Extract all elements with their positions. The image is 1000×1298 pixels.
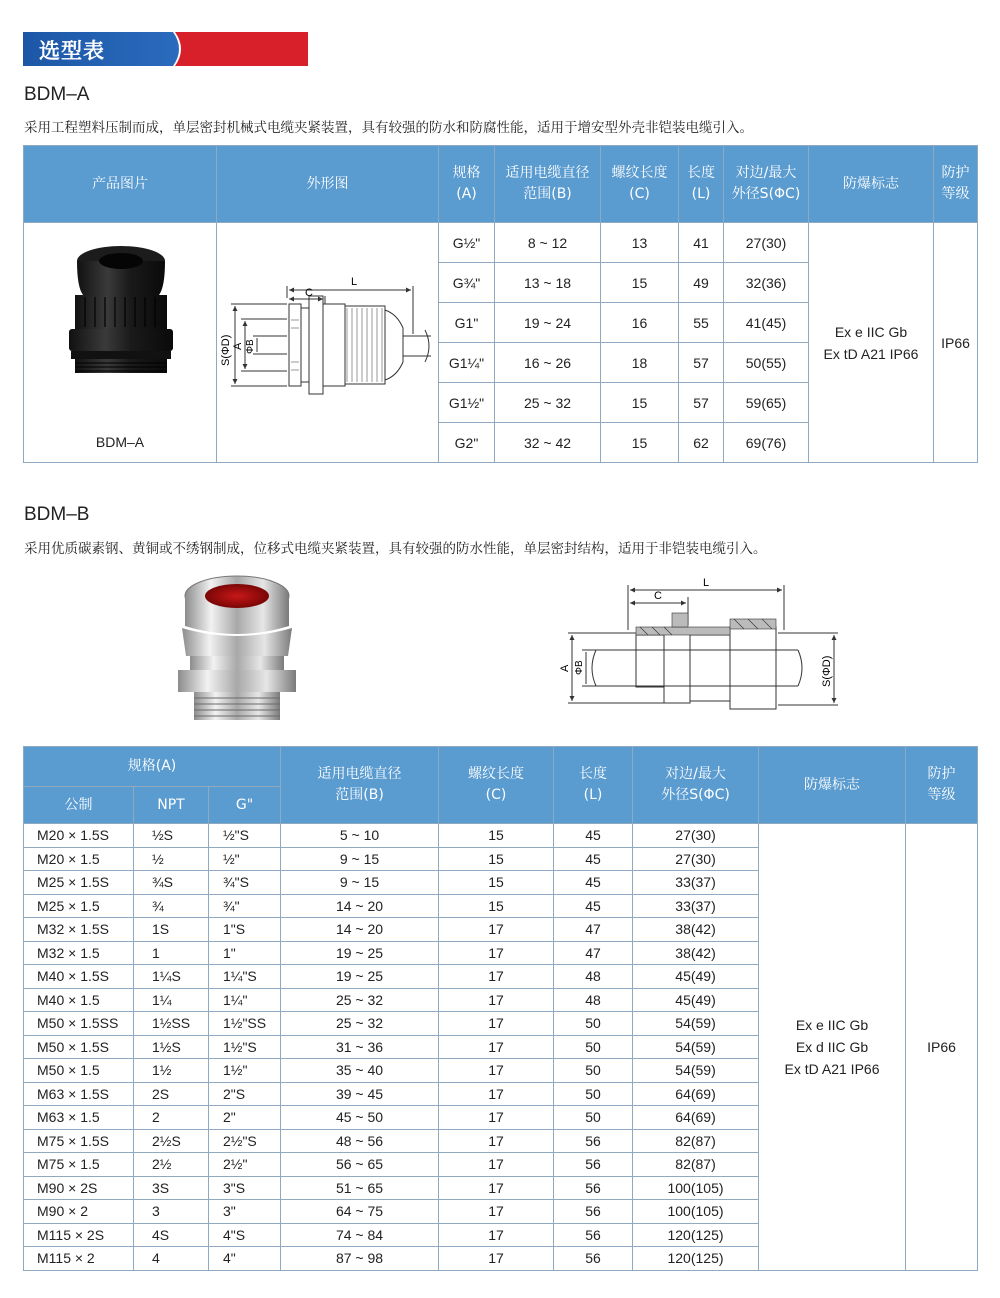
dim-label-c-b: C	[654, 590, 662, 602]
across-cell: 45(49)	[633, 988, 759, 1012]
header-protection-b: 防护 等级	[906, 747, 978, 824]
header-npt: NPT	[134, 787, 209, 824]
npt-cell: 3S	[134, 1176, 209, 1200]
header-cable: 适用电缆直径 范围(B)	[495, 146, 601, 223]
table-row: G1" 19 ~ 24 16 55 41(45)	[24, 303, 978, 343]
npt-cell: 2	[134, 1106, 209, 1130]
g-cell: 1"	[209, 941, 281, 965]
metric-cell: M63 × 1.5	[24, 1106, 134, 1130]
cable-cell: 48 ~ 56	[281, 1129, 439, 1153]
thread-cell: 17	[439, 1035, 554, 1059]
metric-cell: M20 × 1.5S	[24, 824, 134, 848]
npt-cell: ¾S	[134, 871, 209, 895]
thread-cell: 17	[439, 1012, 554, 1036]
length-cell: 56	[554, 1247, 633, 1271]
thread-cell: 17	[439, 1082, 554, 1106]
outline-drawing-a	[217, 224, 439, 462]
header-marking: 防爆标志	[809, 146, 934, 223]
header-across: 对边/最大 外径S(ΦC)	[724, 146, 809, 223]
npt-cell: 1	[134, 941, 209, 965]
g-cell: 3"S	[209, 1176, 281, 1200]
metric-cell: M25 × 1.5	[24, 894, 134, 918]
dim-label-c: C	[305, 286, 313, 299]
metric-cell: M115 × 2S	[24, 1223, 134, 1247]
table-row: G1¼" 16 ~ 26 18 57 50(55)	[24, 343, 978, 383]
across-cell: 45(49)	[633, 965, 759, 989]
length-cell: 56	[554, 1153, 633, 1177]
across-cell: 82(87)	[633, 1153, 759, 1177]
header-g: G"	[209, 787, 281, 824]
thread-cell: 17	[439, 1153, 554, 1177]
table-row: G1½" 25 ~ 32 15 57 59(65)	[24, 383, 978, 423]
thread-cell: 17	[439, 965, 554, 989]
across-cell: 54(59)	[633, 1035, 759, 1059]
g-cell: 2½"S	[209, 1129, 281, 1153]
g-cell: 4"S	[209, 1223, 281, 1247]
across-cell: 120(125)	[633, 1247, 759, 1271]
marking-cell: Ex e IIC Gb Ex tD A21 IP66	[809, 223, 934, 463]
cable-cell: 45 ~ 50	[281, 1106, 439, 1130]
metric-cell: M50 × 1.5SS	[24, 1012, 134, 1036]
thread-cell: 17	[439, 1200, 554, 1224]
across-cell: 38(42)	[633, 941, 759, 965]
cable-cell: 9 ~ 15	[281, 847, 439, 871]
thread-cell: 15	[439, 847, 554, 871]
g-cell: 1¼"S	[209, 965, 281, 989]
g-cell: 2"S	[209, 1082, 281, 1106]
model-title-a: BDM–A	[24, 84, 90, 105]
metric-cell: M75 × 1.5S	[24, 1129, 134, 1153]
npt-cell: ½	[134, 847, 209, 871]
header-metric: 公制	[24, 787, 134, 824]
length-cell: 45	[554, 871, 633, 895]
npt-cell: 1½SS	[134, 1012, 209, 1036]
length-cell: 56	[554, 1129, 633, 1153]
product-photo-bdm-b	[172, 568, 302, 728]
header-length: 长度 (L)	[679, 146, 724, 223]
cable-cell: 39 ~ 45	[281, 1082, 439, 1106]
header-protection: 防护 等级	[934, 146, 978, 223]
thread-cell: 17	[439, 1176, 554, 1200]
thread-cell: 17	[439, 988, 554, 1012]
metric-cell: M40 × 1.5	[24, 988, 134, 1012]
metric-cell: M115 × 2	[24, 1247, 134, 1271]
cable-cell: 74 ~ 84	[281, 1223, 439, 1247]
g-cell: 2½"	[209, 1153, 281, 1177]
table-row	[24, 223, 978, 263]
length-cell: 50	[554, 1059, 633, 1083]
table-row: G¾" 13 ~ 18 15 49 32(36)	[24, 263, 978, 303]
header-across-b: 对边/最大 外径S(ΦC)	[633, 747, 759, 824]
g-cell: 4"	[209, 1247, 281, 1271]
metric-cell: M90 × 2	[24, 1200, 134, 1224]
product-photo-cell	[24, 223, 217, 463]
metric-cell: M75 × 1.5	[24, 1153, 134, 1177]
metric-cell: M50 × 1.5S	[24, 1035, 134, 1059]
g-cell: ¾"	[209, 894, 281, 918]
length-cell: 47	[554, 918, 633, 942]
cable-cell: 9 ~ 15	[281, 871, 439, 895]
npt-cell: ¾	[134, 894, 209, 918]
dim-label-s: S(ΦD)	[220, 334, 232, 366]
npt-cell: 1½S	[134, 1035, 209, 1059]
length-cell: 56	[554, 1200, 633, 1224]
g-cell: 2"	[209, 1106, 281, 1130]
cable-cell: 51 ~ 65	[281, 1176, 439, 1200]
dim-label-a-b: A	[559, 664, 571, 672]
across-cell: 64(69)	[633, 1106, 759, 1130]
header-marking-b: 防爆标志	[759, 747, 906, 824]
g-cell: ½"	[209, 847, 281, 871]
cable-cell: 5 ~ 10	[281, 824, 439, 848]
npt-cell: 1¼S	[134, 965, 209, 989]
length-cell: 47	[554, 941, 633, 965]
description-b: 采用优质碳素钢、黄铜或不绣钢制成，位移式电缆夹紧装置，具有较强的防水性能，单层密封结构，适用于非铠装电缆引入。	[24, 541, 767, 557]
length-cell: 56	[554, 1176, 633, 1200]
thread-cell: 15	[439, 894, 554, 918]
cable-cell: 64 ~ 75	[281, 1200, 439, 1224]
header-thread-b: 螺纹长度 (C)	[439, 747, 554, 824]
cable-cell: 25 ~ 32	[281, 988, 439, 1012]
length-cell: 45	[554, 824, 633, 848]
g-cell: 3"	[209, 1200, 281, 1224]
across-cell: 33(37)	[633, 871, 759, 895]
across-cell: 100(105)	[633, 1176, 759, 1200]
metric-cell: M40 × 1.5S	[24, 965, 134, 989]
cable-cell: 35 ~ 40	[281, 1059, 439, 1083]
g-cell: 1½"	[209, 1059, 281, 1083]
spec-table-b	[23, 746, 978, 1271]
cable-cell: 14 ~ 20	[281, 894, 439, 918]
table-row: G2" 32 ~ 42 15 62 69(76)	[24, 423, 978, 463]
spec-table-a	[23, 145, 978, 463]
across-cell: 33(37)	[633, 894, 759, 918]
npt-cell: ½S	[134, 824, 209, 848]
cable-cell: 19 ~ 25	[281, 965, 439, 989]
length-cell: 45	[554, 894, 633, 918]
cable-cell: 56 ~ 65	[281, 1153, 439, 1177]
g-cell: ½"S	[209, 824, 281, 848]
metric-cell: M50 × 1.5	[24, 1059, 134, 1083]
npt-cell: 2½S	[134, 1129, 209, 1153]
cable-cell: 19 ~ 25	[281, 941, 439, 965]
dim-label-b: ΦB	[245, 338, 256, 354]
metric-cell: M25 × 1.5S	[24, 871, 134, 895]
length-cell: 50	[554, 1106, 633, 1130]
header-thread: 螺纹长度 (C)	[601, 146, 679, 223]
product-photo-bdm-a	[61, 239, 181, 389]
across-cell: 38(42)	[633, 918, 759, 942]
npt-cell: 4S	[134, 1223, 209, 1247]
header-spec: 规格 (A)	[439, 146, 495, 223]
dim-label-l: L	[351, 275, 358, 288]
thread-cell: 17	[439, 918, 554, 942]
header-spec-b: 规格(A)	[24, 747, 281, 787]
metric-cell: M32 × 1.5S	[24, 918, 134, 942]
drawing-cell	[217, 223, 439, 463]
metric-cell: M63 × 1.5S	[24, 1082, 134, 1106]
length-cell: 48	[554, 988, 633, 1012]
across-cell: 54(59)	[633, 1012, 759, 1036]
metric-cell: M20 × 1.5	[24, 847, 134, 871]
npt-cell: 2S	[134, 1082, 209, 1106]
g-cell: ¾"S	[209, 871, 281, 895]
thread-cell: 17	[439, 1129, 554, 1153]
cable-cell: 14 ~ 20	[281, 918, 439, 942]
npt-cell: 3	[134, 1200, 209, 1224]
table-row	[24, 824, 978, 848]
marking-cell-b: Ex e IIC Gb Ex d IIC Gb Ex tD A21 IP66	[759, 824, 906, 1271]
g-cell: 1¼"	[209, 988, 281, 1012]
cable-cell: 8 ~ 12	[495, 223, 601, 263]
banner-title: 选型表	[39, 39, 105, 63]
length-cell: 50	[554, 1035, 633, 1059]
thread-cell: 17	[439, 1223, 554, 1247]
dim-label-s-b: S(ΦD)	[821, 655, 833, 687]
g-cell: 1½"S	[209, 1035, 281, 1059]
length-cell: 41	[679, 223, 724, 263]
header-photo: 产品图片	[24, 146, 217, 223]
thread-cell: 15	[439, 824, 554, 848]
length-cell: 56	[554, 1223, 633, 1247]
dim-label-l-b: L	[703, 577, 710, 589]
cable-cell: 87 ~ 98	[281, 1247, 439, 1271]
spec-cell: G½"	[439, 223, 495, 263]
across-cell: 27(30)	[633, 824, 759, 848]
npt-cell: 1S	[134, 918, 209, 942]
thread-cell: 17	[439, 941, 554, 965]
across-cell: 27(30)	[724, 223, 809, 263]
across-cell: 27(30)	[633, 847, 759, 871]
cable-cell: 25 ~ 32	[281, 1012, 439, 1036]
across-cell: 100(105)	[633, 1200, 759, 1224]
thread-cell: 17	[439, 1247, 554, 1271]
npt-cell: 1¼	[134, 988, 209, 1012]
length-cell: 48	[554, 965, 633, 989]
length-cell: 50	[554, 1082, 633, 1106]
npt-cell: 2½	[134, 1153, 209, 1177]
cable-cell: 31 ~ 36	[281, 1035, 439, 1059]
outline-drawing-b	[548, 575, 848, 725]
metric-cell: M90 × 2S	[24, 1176, 134, 1200]
model-title-b: BDM–B	[24, 504, 90, 525]
length-cell: 45	[554, 847, 633, 871]
header-drawing: 外形图	[217, 146, 439, 223]
header-cable-b: 适用电缆直径 范围(B)	[281, 747, 439, 824]
across-cell: 54(59)	[633, 1059, 759, 1083]
header-length-b: 长度 (L)	[554, 747, 633, 824]
npt-cell: 4	[134, 1247, 209, 1271]
description-a: 采用工程塑料压制而成，单层密封机械式电缆夹紧装置，具有较强的防水和防腐性能，适用于增安型外壳非铠装电缆引入。	[24, 120, 753, 136]
across-cell: 120(125)	[633, 1223, 759, 1247]
thread-cell: 15	[439, 871, 554, 895]
across-cell: 82(87)	[633, 1129, 759, 1153]
dim-label-b-b: ΦB	[574, 660, 585, 675]
g-cell: 1½"SS	[209, 1012, 281, 1036]
length-cell: 50	[554, 1012, 633, 1036]
g-cell: 1"S	[209, 918, 281, 942]
thread-cell: 17	[439, 1106, 554, 1130]
metric-cell: M32 × 1.5	[24, 941, 134, 965]
photo-caption: BDM–A	[95, 434, 145, 450]
thread-cell: 13	[601, 223, 679, 263]
dim-label-a: A	[232, 342, 244, 350]
protection-cell-b: IP66	[906, 824, 978, 1271]
across-cell: 64(69)	[633, 1082, 759, 1106]
thread-cell: 17	[439, 1059, 554, 1083]
npt-cell: 1½	[134, 1059, 209, 1083]
protection-cell: IP66	[934, 223, 978, 463]
section-banner	[23, 32, 308, 66]
